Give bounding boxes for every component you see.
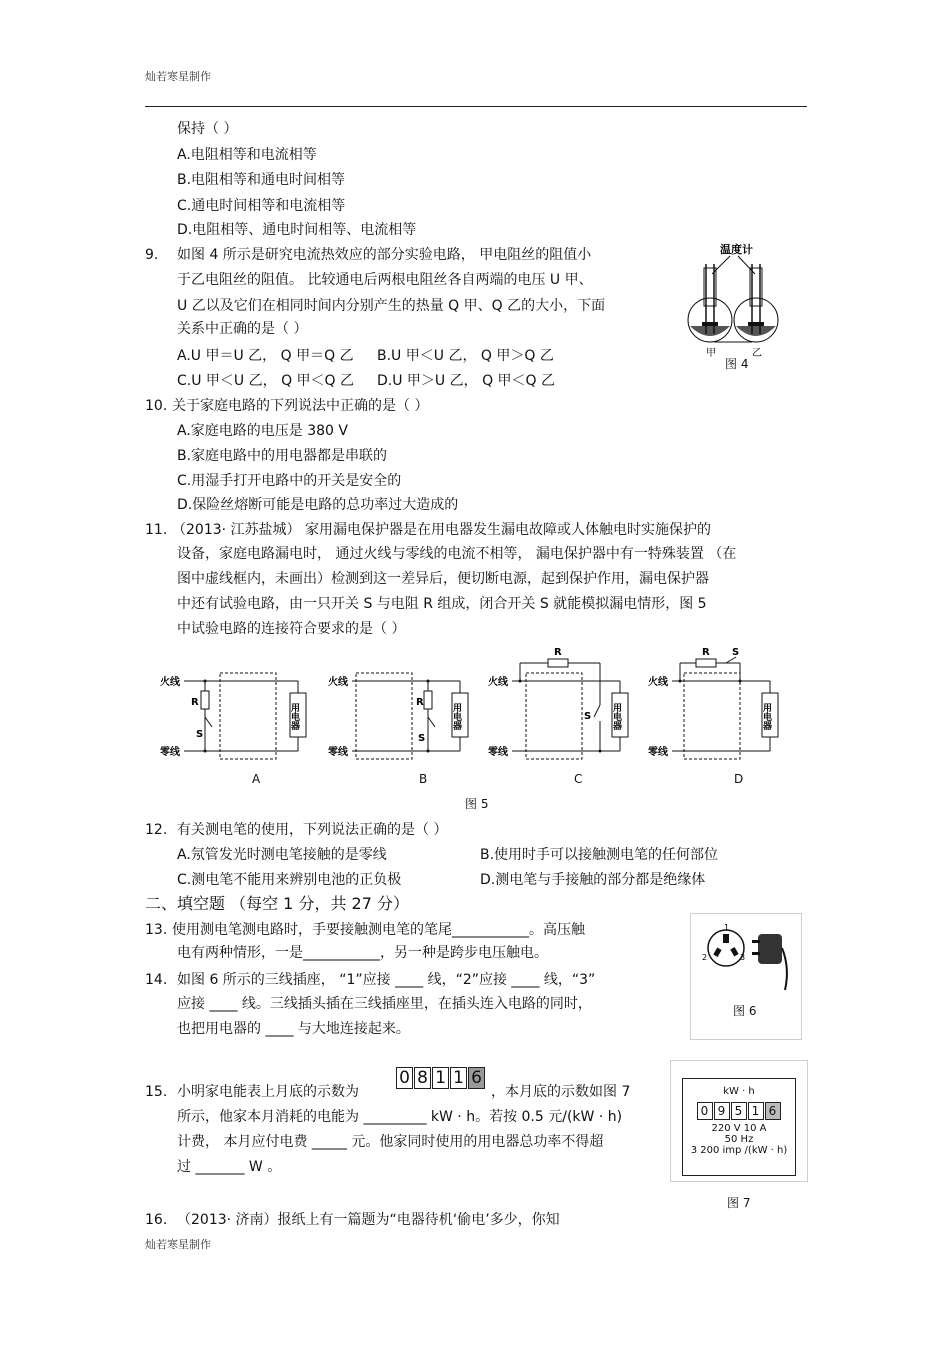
q15-line-4: 过 _______ W 。	[177, 1159, 282, 1175]
q16-number: 16.	[145, 1212, 168, 1228]
q13-number: 13.	[145, 922, 168, 938]
q11-line-5: 中试验电路的连接符合要求的是（ ）	[177, 621, 406, 637]
flask-yi	[734, 264, 778, 342]
meter-digit: 9	[714, 1102, 730, 1120]
q12-option-c: C.测电笔不能用来辨别电池的正负极	[177, 872, 402, 888]
q11-line-4: 中还有试验电路，由一只开关 S 与电阻 R 组成，闭合开关 S 就能模拟漏电情形，图 5	[177, 596, 707, 612]
switch-label: S	[732, 647, 740, 658]
q14-line-3: 也把用电器的 ____ 与大地连接起来。	[177, 1021, 410, 1037]
circuit-c-label: C	[574, 772, 583, 786]
energy-meter	[682, 1078, 796, 1176]
q10-option-b: B.家庭电路中的用电器都是串联的	[177, 448, 388, 464]
q12-stem: 有关测电笔的使用，下列说法正确的是（ ）	[177, 822, 448, 838]
q9-line-1: 如图 4 所示是研究电流热效应的部分实验电路， 甲电阻丝的阻值小	[177, 247, 592, 263]
q12-option-d: D.测电笔与手接触的部分都是绝缘体	[480, 872, 706, 888]
q14-line-2: 应接 ____ 线。三线插头插在三线插座里，在插头连入电路的同时，	[177, 996, 592, 1012]
q8-option-c: C.通电时间相等和电流相等	[177, 198, 346, 214]
page-header: 灿若寒星制作	[145, 70, 211, 83]
switch-label: S	[196, 729, 204, 740]
q11-number: 11.	[145, 522, 168, 538]
socket-number-2: 2	[702, 953, 708, 962]
meter-digit: 5	[731, 1102, 747, 1120]
resistor-label: R	[416, 697, 424, 708]
q10-option-d: D.保险丝熔断可能是电路的总功率过大造成的	[177, 497, 459, 513]
q12-number: 12.	[145, 822, 168, 838]
circuit-d-label: D	[734, 772, 744, 786]
meter-rating: 220 V 10 A	[711, 1123, 767, 1134]
q13-line-2: 电有两种情形，一是___________，另一种是跨步电压触电。	[177, 945, 548, 961]
q15-line-2: 所示，他家本月消耗的电能为 _________ kW · h。若按 0.5 元/(kW · h)	[177, 1109, 623, 1125]
header-rule	[145, 106, 807, 107]
circuit-c	[488, 647, 628, 759]
figure-4-flasks	[680, 238, 790, 373]
reading-digit: 1	[432, 1067, 449, 1089]
switch-label: S	[418, 733, 426, 744]
circuit-b-label: B	[419, 772, 428, 786]
flask-jia	[688, 264, 732, 342]
q15-line-3: 计费， 本月应付电费 _____ 元。他家同时使用的用电器总功率不得超	[177, 1134, 604, 1150]
meter-digit: 0	[697, 1102, 713, 1120]
q15-number: 15.	[145, 1084, 168, 1100]
q11-line-3: 图中虚线框内，未画出）检测到这一差异后，便切断电源，起到保护作用，漏电保护器	[177, 571, 709, 587]
socket-number-1: 1	[724, 923, 730, 932]
live-wire-label: 火线	[488, 677, 508, 688]
circuit-a	[160, 673, 306, 759]
q15-line-1a: 小明家电能表上月底的示数为	[177, 1084, 359, 1100]
section-2-title: 二、填空题 （每空 1 分，共 27 分）	[145, 894, 409, 913]
figure-6-caption: 图 6	[733, 1004, 757, 1018]
meter-impulse: 3 200 imp /(kW · h)	[690, 1145, 788, 1156]
q12-option-a: A.氖管发光时测电笔接触的是零线	[177, 847, 387, 863]
reading-digit: 1	[450, 1067, 467, 1089]
circuit-b	[328, 673, 468, 759]
live-wire-label: 火线	[160, 677, 180, 688]
q15-line-1b: ，本月底的示数如图 7	[491, 1084, 631, 1100]
label-jia: 甲	[706, 348, 716, 359]
device-label: 用电器	[761, 703, 771, 730]
q9-number: 9.	[145, 247, 159, 263]
q9-option-b: B.U 甲＜U 乙， Q 甲＞Q 乙	[377, 348, 554, 364]
q14-number: 14.	[145, 972, 168, 988]
resistor-label: R	[191, 697, 199, 708]
circuit-a-label: A	[252, 772, 261, 786]
thermometer-label: 温度计	[720, 243, 753, 256]
q16-line-1: （2013· 济南）报纸上有一篇题为“电器待机‘偷电’多少，你知	[177, 1212, 560, 1228]
figure-5-caption: 图 5	[465, 797, 489, 811]
resistor-label: R	[702, 647, 710, 658]
device-label: 用电器	[289, 703, 299, 730]
meter-frequency: 50 Hz	[724, 1134, 754, 1145]
label-yi: 乙	[752, 348, 762, 359]
live-wire-label: 火线	[328, 677, 348, 688]
meter-unit: kW · h	[723, 1086, 755, 1097]
q10-option-a: A.家庭电路的电压是 380 V	[177, 423, 348, 439]
socket-number-3: 3	[740, 953, 746, 962]
q10-stem: 关于家庭电路的下列说法中正确的是（ ）	[172, 398, 429, 414]
q13-line-1: 使用测电笔测电路时，手要接触测电笔的笔尾___________。高压触	[172, 922, 585, 938]
neutral-wire-label: 零线	[328, 747, 348, 758]
figure-6-socket-plug	[700, 918, 795, 998]
figure-4-caption: 图 4	[725, 357, 749, 371]
resistor-label: R	[554, 647, 562, 658]
q11-line-2: 设备，家庭电路漏电时， 通过火线与零线的电流不相等， 漏电保护器中有一特殊装置 （在	[177, 546, 737, 562]
neutral-wire-label: 零线	[488, 747, 508, 758]
circuit-d	[648, 647, 778, 759]
q10-option-c: C.用湿手打开电路中的开关是安全的	[177, 473, 402, 489]
q8-option-d: D.电阻相等、通电时间相等、电流相等	[177, 222, 417, 238]
q11-line-1: （2013· 江苏盐城） 家用漏电保护器是在用电器发生漏电故障或人体触电时实施保护的	[172, 522, 711, 538]
neutral-wire-label: 零线	[648, 747, 668, 758]
meter-digit: 6	[765, 1102, 781, 1120]
q8-stem: 保持（ ）	[177, 121, 238, 137]
figure-5-circuits	[160, 645, 790, 790]
q10-number: 10.	[145, 398, 168, 414]
reading-digit: 0	[396, 1067, 413, 1089]
page-footer: 灿若寒星制作	[145, 1238, 211, 1251]
live-wire-label: 火线	[648, 677, 668, 688]
device-label: 用电器	[451, 703, 461, 730]
q9-line-2: 于乙电阻丝的阻值。 比较通电后两根电阻丝各自两端的电压 U 甲、	[177, 272, 593, 288]
meter-digits	[683, 1100, 795, 1120]
switch-label: S	[584, 711, 592, 722]
reading-digit: 6	[468, 1067, 485, 1089]
figure-7-caption: 图 7	[727, 1196, 751, 1210]
last-month-meter-reading	[396, 1067, 486, 1089]
device-label: 用电器	[611, 703, 621, 730]
q12-option-b: B.使用时手可以接触测电笔的任何部位	[480, 847, 719, 863]
reading-digit: 8	[414, 1067, 431, 1089]
q8-option-b: B.电阻相等和通电时间相等	[177, 172, 346, 188]
q9-line-3: U 乙以及它们在相同时间内分别产生的热量 Q 甲、Q 乙的大小，下面	[177, 298, 606, 314]
q9-option-c: C.U 甲＜U 乙， Q 甲＜Q 乙	[177, 373, 355, 389]
neutral-wire-label: 零线	[160, 747, 180, 758]
q9-line-4: 关系中正确的是（ ）	[177, 321, 308, 337]
q9-option-d: D.U 甲＞U 乙， Q 甲＜Q 乙	[377, 373, 556, 389]
q14-line-1: 如图 6 所示的三线插座， “1”应接 ____ 线，“2”应接 ____ 线，“3”	[177, 972, 596, 988]
q8-option-a: A.电阻相等和电流相等	[177, 147, 317, 163]
q9-option-a: A.U 甲＝U 乙， Q 甲＝Q 乙	[177, 348, 354, 364]
meter-digit: 1	[748, 1102, 764, 1120]
